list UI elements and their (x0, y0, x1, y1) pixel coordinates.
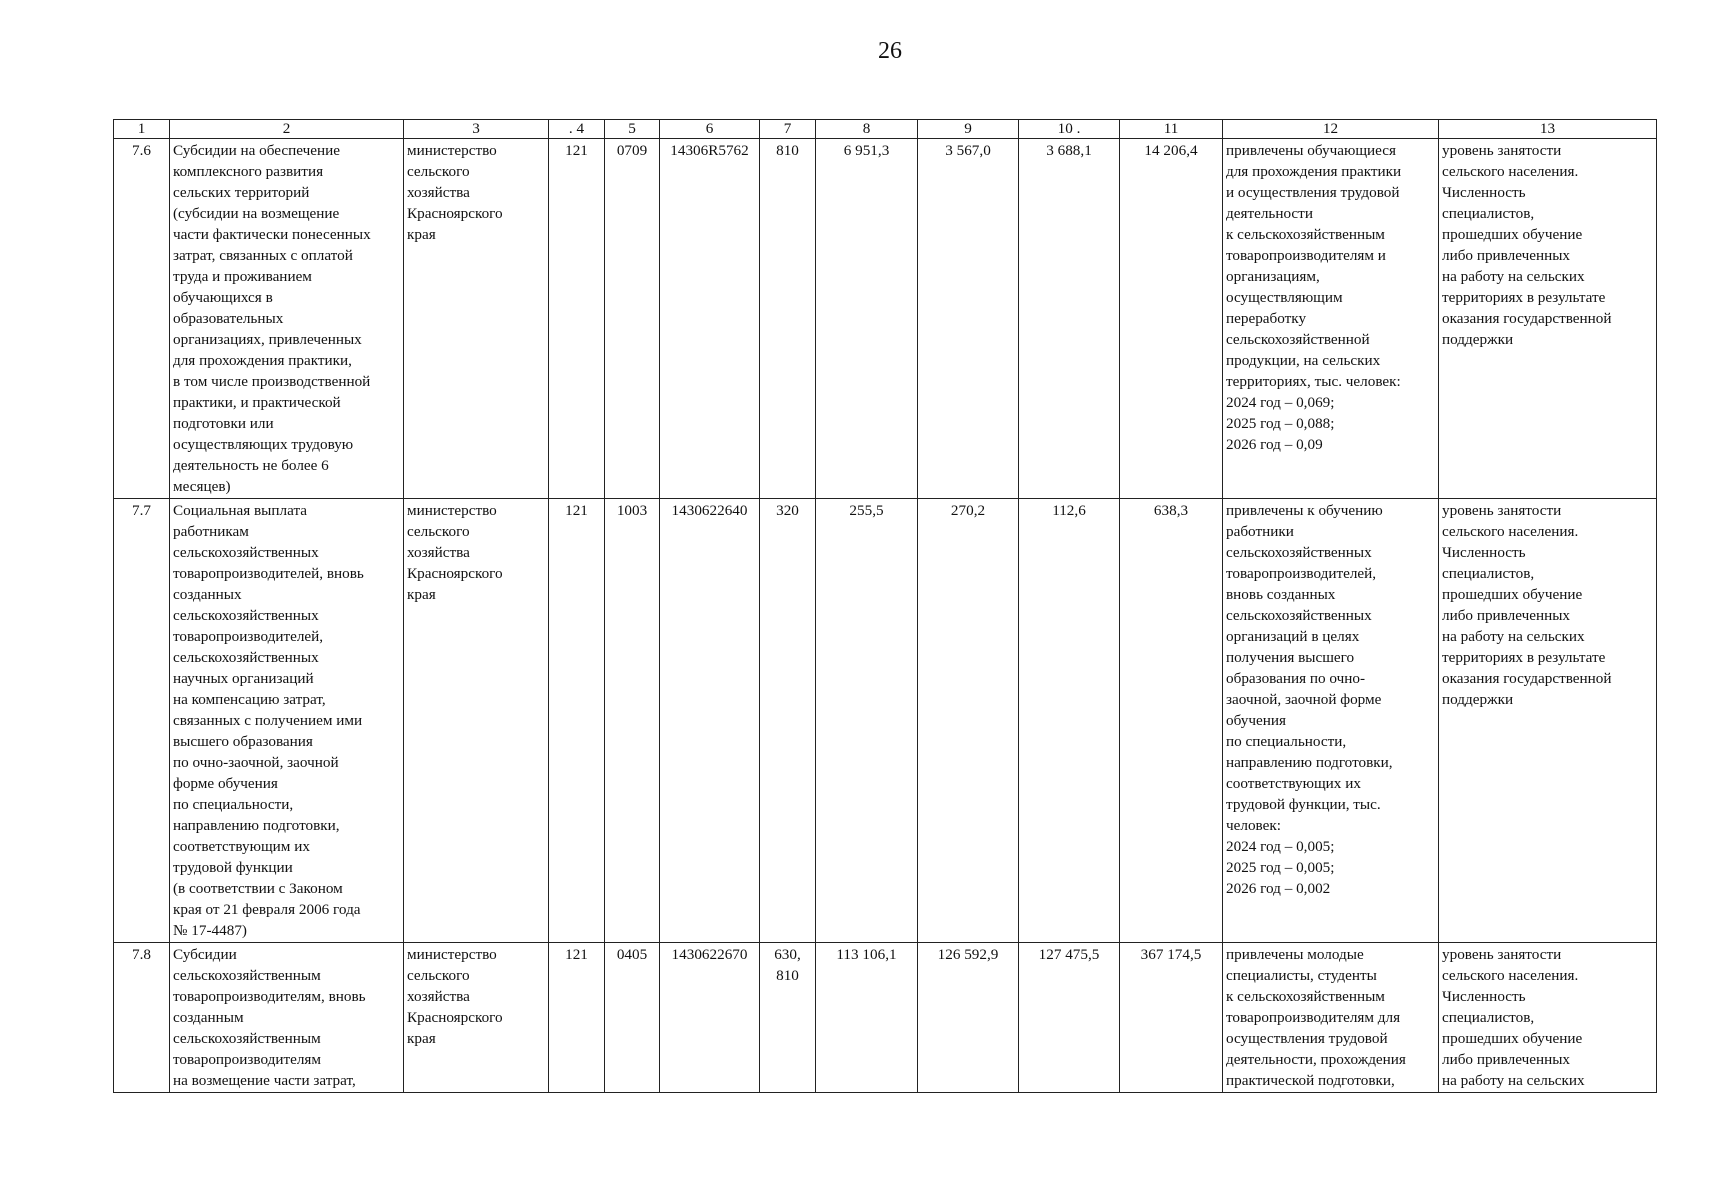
amount-2026: 3 688,1 (1019, 139, 1120, 499)
expected-result: привлечены к обучению работники сельскохозяйственных товаропроизводителей, вновь созданных сельскохозяйственных организаций в целях получения высшего образования по очно- заочной, заочной форме обучения по специальности, направлению подготовки, соответствующих их трудовой функции, тыс. человек: 2024 год – 0,005; 2025 год – 0,005; 2026 год – 0,002 (1223, 499, 1439, 943)
indicator: уровень занятости сельского населения. Численность специалистов, прошедших обучение либо привлеченных на работу на сельских территориях в результате оказания государственной поддержки (1439, 139, 1657, 499)
expense-type-code: 810 (760, 139, 816, 499)
table-row (114, 499, 1657, 943)
header-cell: 6 (660, 120, 760, 139)
header-cell: 5 (605, 120, 660, 139)
target-article-code: 14306R5762 (660, 139, 760, 499)
expected-result: привлечены обучающиеся для прохождения практики и осуществления трудовой деятельности к сельскохозяйственным товаропроизводителям и организациям, осуществляющим переработку сельскохозяйственной продукции, на сельских территориях, тыс. человек: 2024 год – 0,069; 2025 год – 0,088; 2026 год – 0,09 (1223, 139, 1439, 499)
section-code: 1003 (605, 499, 660, 943)
target-article-code: 1430622670 (660, 943, 760, 1093)
grbs-code: 121 (549, 499, 605, 943)
amount-2024: 6 951,3 (816, 139, 918, 499)
header-cell: 7 (760, 120, 816, 139)
executor: министерство сельского хозяйства Красноярского края (404, 139, 549, 499)
indicator: уровень занятости сельского населения. Численность специалистов, прошедших обучение либо привлеченных на работу на сельских (1439, 943, 1657, 1093)
amount-2025: 126 592,9 (918, 943, 1019, 1093)
row-number: 7.6 (114, 139, 170, 499)
amount-2026: 112,6 (1019, 499, 1120, 943)
measure-name: Социальная выплата работникам сельскохозяйственных товаропроизводителей, вновь созданных сельскохозяйственных товаропроизводителей, сельскохозяйственных научных организаций на компенсацию затрат, связанных с получением ими высшего образования по очно-заочной, заочной форме обучения по специальности, направлению подготовки, соответствующим их трудовой функции (в соответствии с Законом края от 21 февраля 2006 года № 17-4487) (170, 499, 404, 943)
expense-type-code: 320 (760, 499, 816, 943)
header-cell: 13 (1439, 120, 1657, 139)
target-article-code: 1430622640 (660, 499, 760, 943)
header-cell: 11 (1120, 120, 1223, 139)
column-number-header (114, 120, 1657, 139)
row-number: 7.8 (114, 943, 170, 1093)
page-number: 26 (878, 38, 902, 64)
table-row (114, 139, 1657, 499)
amount-2026: 127 475,5 (1019, 943, 1120, 1093)
header-cell: 9 (918, 120, 1019, 139)
amount-total: 638,3 (1120, 499, 1223, 943)
section-code: 0405 (605, 943, 660, 1093)
section-code: 0709 (605, 139, 660, 499)
program-table (113, 119, 1657, 1093)
expected-result: привлечены молодые специалисты, студенты к сельскохозяйственным товаропроизводителям для осуществления трудовой деятельности, прохождения практической подготовки, (1223, 943, 1439, 1093)
executor: министерство сельского хозяйства Красноярского края (404, 499, 549, 943)
executor: министерство сельского хозяйства Красноярского края (404, 943, 549, 1093)
grbs-code: 121 (549, 943, 605, 1093)
header-cell: . 4 (549, 120, 605, 139)
header-cell: 10 . (1019, 120, 1120, 139)
measure-name: Субсидии сельскохозяйственным товаропроизводителям, вновь созданным сельскохозяйственным товаропроизводителям на возмещение части затрат, (170, 943, 404, 1093)
amount-2024: 255,5 (816, 499, 918, 943)
table-row (114, 943, 1657, 1093)
amount-2024: 113 106,1 (816, 943, 918, 1093)
measure-name: Субсидии на обеспечение комплексного развития сельских территорий (субсидии на возмещение части фактически понесенных затрат, связанных с оплатой труда и проживанием обучающихся в образовательных организациях, привлеченных для прохождения практики, в том числе производственной практики, и практической подготовки или осуществляющих трудовую деятельность не более 6 месяцев) (170, 139, 404, 499)
header-cell: 3 (404, 120, 549, 139)
indicator: уровень занятости сельского населения. Численность специалистов, прошедших обучение либо привлеченных на работу на сельских территориях в результате оказания государственной поддержки (1439, 499, 1657, 943)
row-number: 7.7 (114, 499, 170, 943)
amount-total: 14 206,4 (1120, 139, 1223, 499)
header-cell: 1 (114, 120, 170, 139)
grbs-code: 121 (549, 139, 605, 499)
header-cell: 8 (816, 120, 918, 139)
header-cell: 12 (1223, 120, 1439, 139)
header-cell: 2 (170, 120, 404, 139)
amount-2025: 270,2 (918, 499, 1019, 943)
amount-2025: 3 567,0 (918, 139, 1019, 499)
amount-total: 367 174,5 (1120, 943, 1223, 1093)
expense-type-code: 630, 810 (760, 943, 816, 1093)
